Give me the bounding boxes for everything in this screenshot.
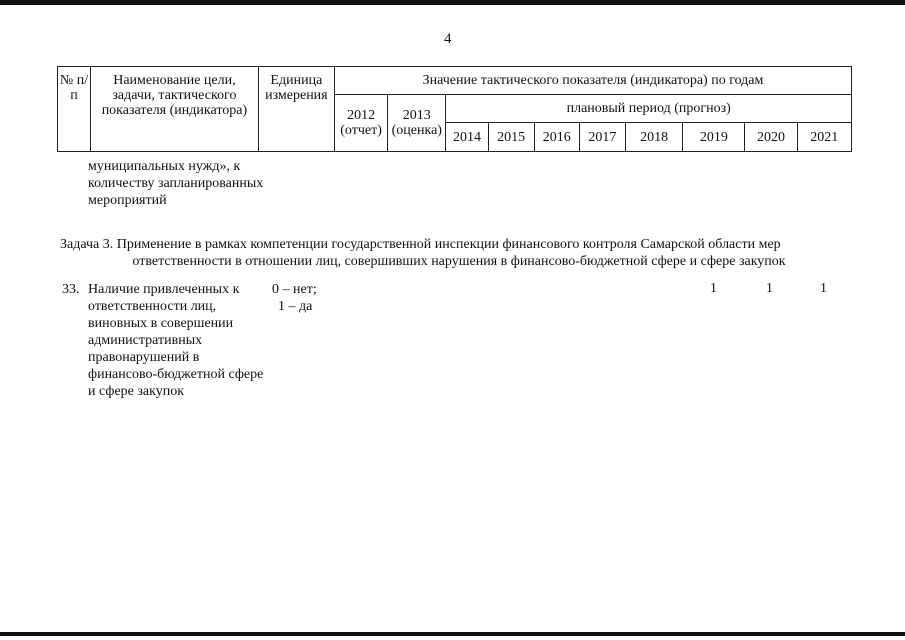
col-header-year: 2019	[683, 123, 745, 152]
row33-indicator-name: Наличие привлеченных к ответственности лиц, виновных в совершении административных правонарушений в финансово-бюджетной сфере и сфере закупок	[88, 282, 264, 399]
col-header-year: 2015	[488, 123, 534, 152]
year-2013-note: (оценка)	[391, 123, 442, 138]
col-header-2012	[335, 95, 388, 152]
col-header-plan-period: плановый период (прогноз)	[446, 95, 852, 123]
page-number: 4	[444, 31, 452, 47]
continued-indicator-text: муниципальных нужд», к количеству запланированных мероприятий	[88, 159, 264, 208]
col-header-2013	[388, 95, 446, 152]
col-header-year: 2014	[446, 123, 488, 152]
col-header-unit: Единица измерения	[258, 67, 334, 152]
col-header-year: 2020	[745, 123, 797, 152]
col-header-values-by-year: Значение тактического показателя (индикатора) по годам	[335, 67, 852, 95]
row33-value-2021: 1	[820, 281, 827, 296]
row33-unit	[272, 281, 342, 315]
top-rule	[0, 0, 905, 5]
year-2012: 2012	[347, 108, 376, 123]
row33-value-2020: 1	[766, 281, 773, 296]
col-header-year: 2017	[579, 123, 625, 152]
row33-unit-line2: 1 – да	[278, 299, 313, 314]
col-header-year: 2018	[626, 123, 683, 152]
col-header-name: Наименование цели, задачи, тактического показателя (индикатора)	[91, 67, 259, 152]
row33-unit-line1: 0 – нет;	[272, 282, 317, 297]
task3-heading-line1: Задача 3. Применение в рамках компетенции государственной инспекции финансового контроля Самарской области мер	[60, 237, 781, 252]
col-header-year: 2021	[797, 123, 851, 152]
row33-value-2019: 1	[710, 281, 717, 296]
task3-heading-line2: ответственности в отношении лиц, совершивших нарушения в финансово-бюджетной сфере и сфере закупок	[132, 254, 786, 269]
indicator-table-header	[57, 66, 852, 152]
year-2012-note: (отчет)	[340, 123, 382, 138]
col-header-num: № п/п	[58, 67, 91, 152]
year-2013: 2013	[402, 108, 431, 123]
col-header-year: 2016	[534, 123, 579, 152]
bottom-rule	[0, 632, 905, 636]
row33-number: 33.	[62, 282, 80, 297]
